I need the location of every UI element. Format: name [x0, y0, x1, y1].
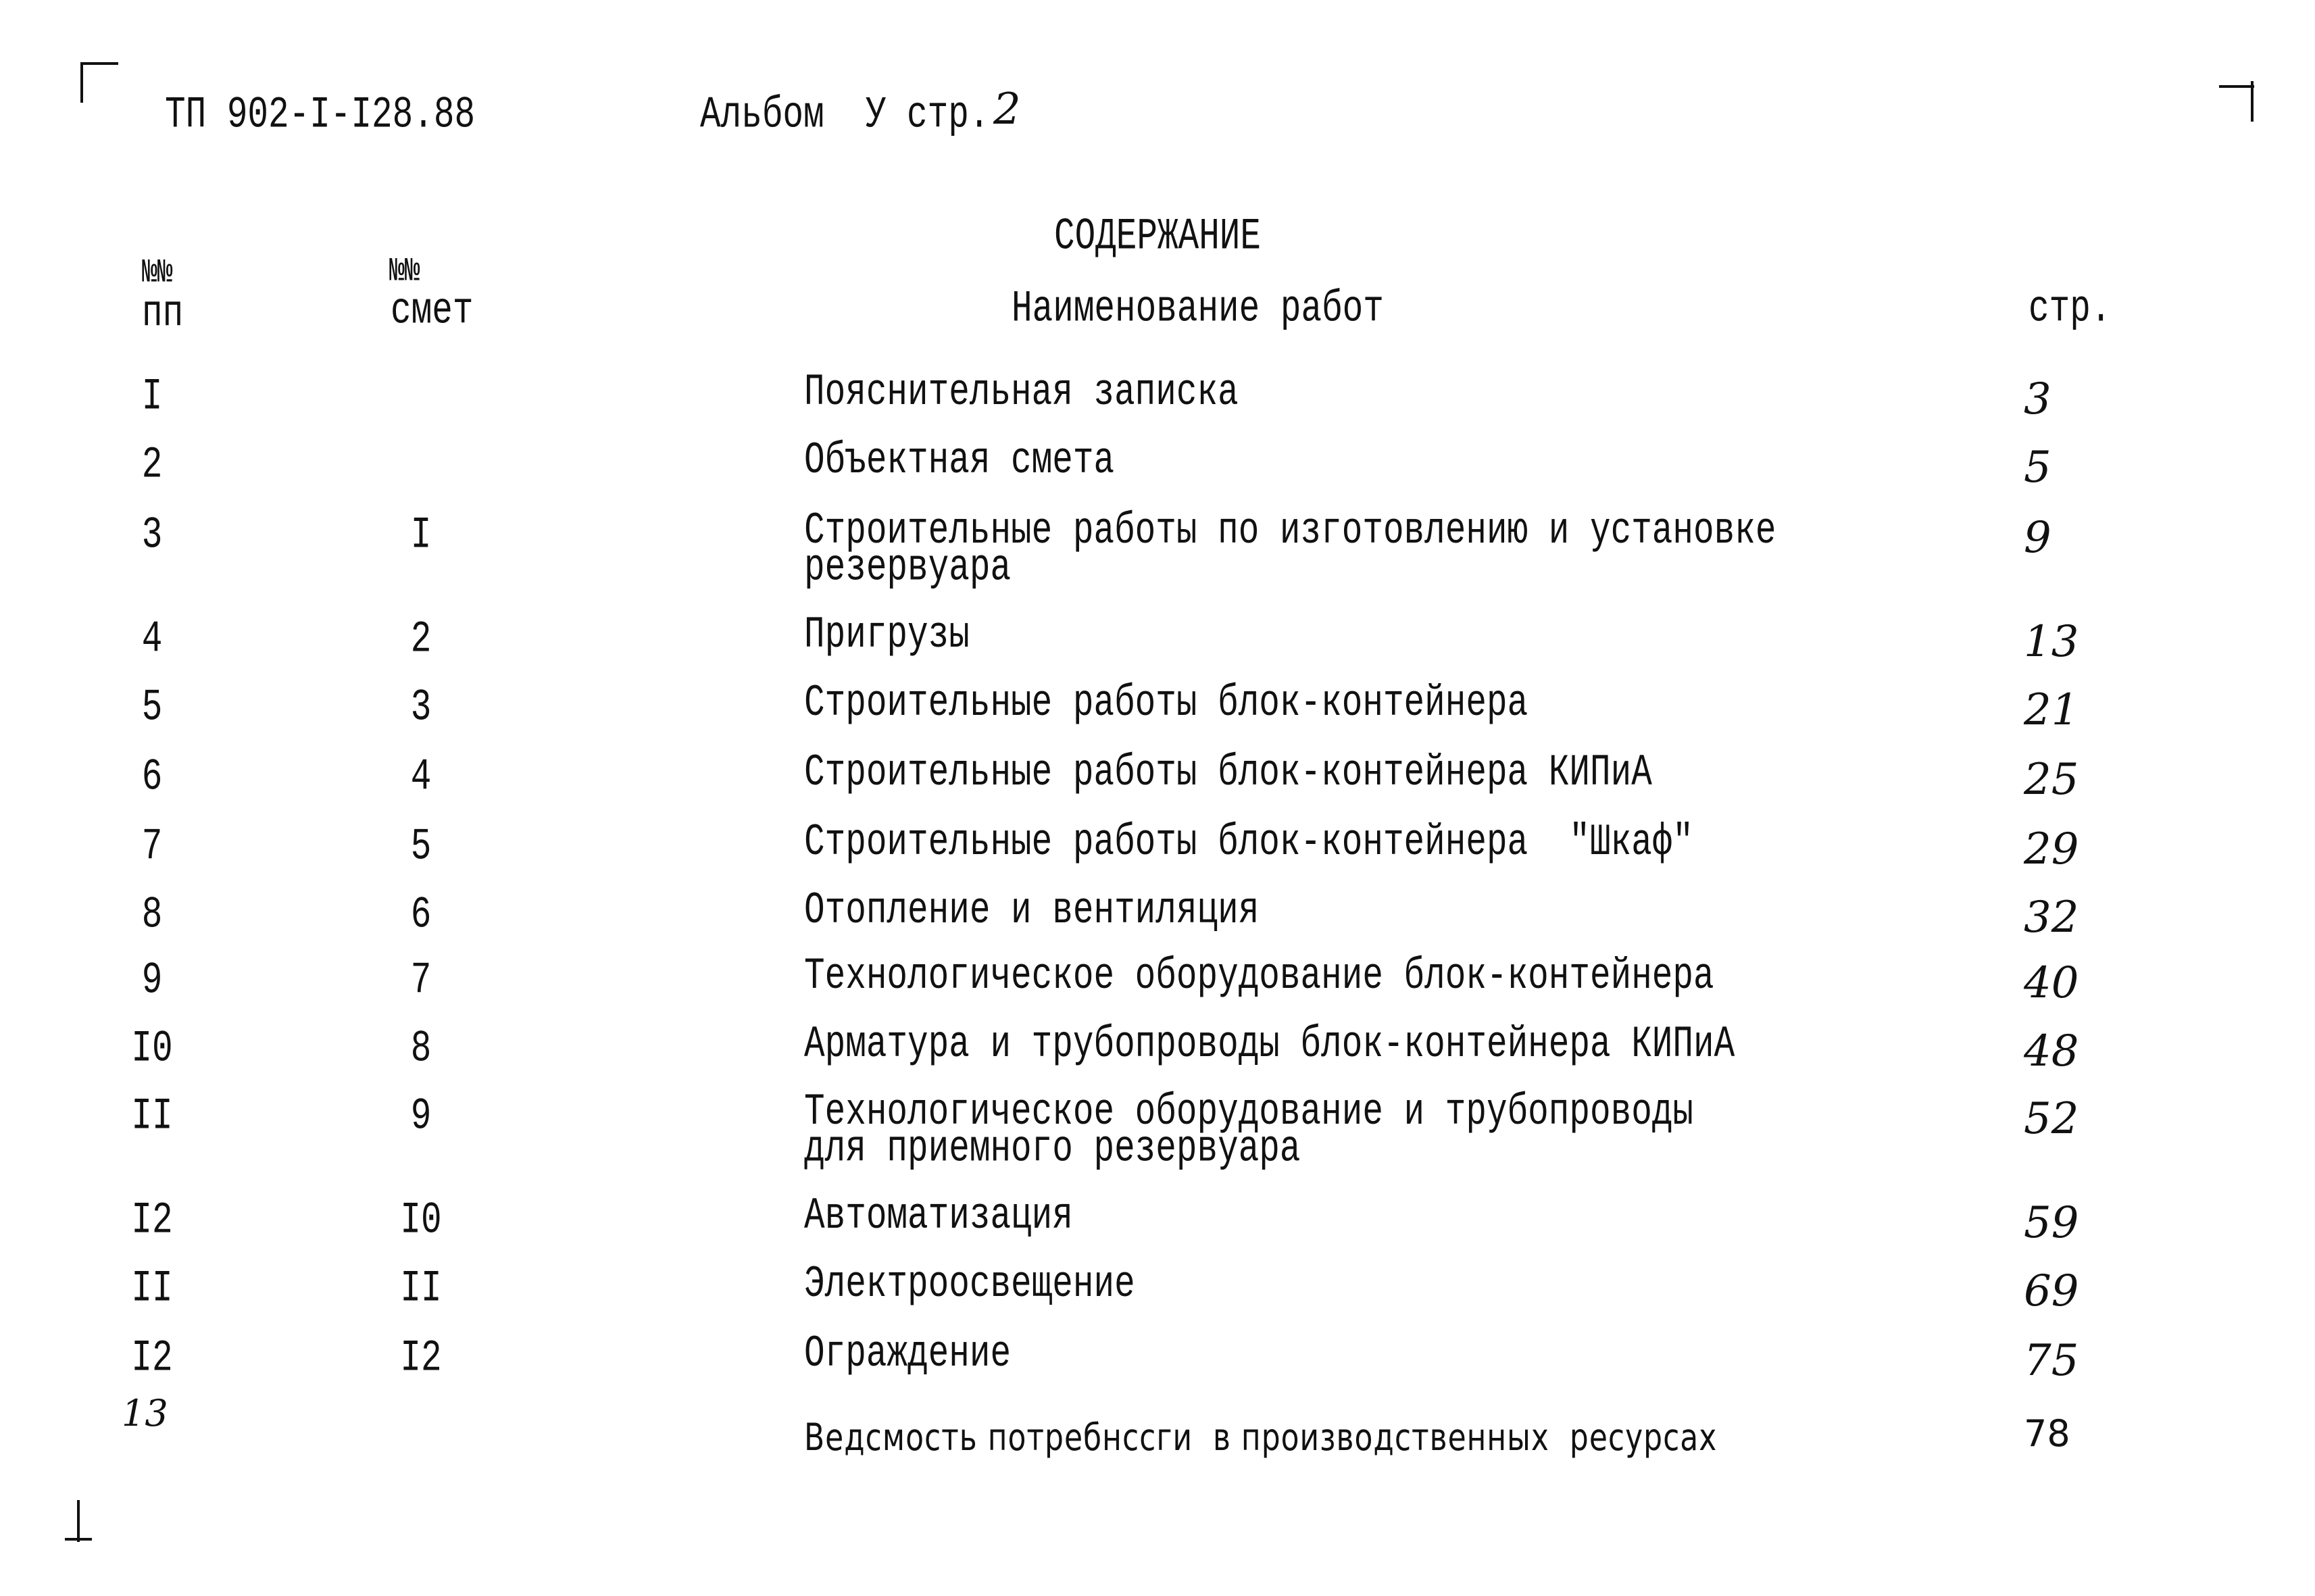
row-number: 8: [141, 891, 163, 941]
row-name: Арматура и трубопроводы блок-контейнера КИПиА: [804, 1020, 1735, 1070]
row-page: 78: [2024, 1412, 2070, 1455]
row-estimate: 3: [410, 683, 432, 734]
row-name: Строительные работы блок-контейнера КИПиА: [804, 748, 1652, 799]
row-page: 40: [2024, 958, 2079, 1008]
row-number: 3: [141, 511, 163, 562]
row-number: 7: [141, 822, 163, 873]
row-number: II: [131, 1092, 173, 1143]
album-label: Альбом У стр.: [700, 91, 990, 141]
row-name: Электроосвещение: [804, 1260, 1135, 1310]
row-number: I0: [131, 1024, 173, 1075]
column-estimate-top: №№: [389, 253, 420, 291]
row-number: I: [141, 372, 163, 423]
corner-mark-top-right-h: [2219, 85, 2254, 88]
row-page: 32: [2024, 893, 2079, 943]
row-page: 52: [2024, 1094, 2079, 1144]
row-page: 3: [2024, 374, 2051, 424]
row-estimate: 5: [410, 822, 432, 873]
row-estimate: 7: [410, 956, 432, 1007]
column-name: Наименование работ: [1012, 284, 1384, 335]
row-name: Ведсмость потребнссги в производственных ресурсах: [804, 1416, 1718, 1460]
row-name: Пригрузы: [804, 610, 970, 661]
corner-mark-bottom-left-h: [65, 1538, 92, 1541]
row-estimate: 2: [410, 615, 432, 666]
corner-mark-top-left-h: [80, 62, 118, 65]
row-number: 13: [122, 1392, 168, 1435]
row-number: I2: [131, 1196, 173, 1247]
row-number: 4: [141, 615, 163, 666]
row-page: 25: [2024, 755, 2079, 805]
row-name: Объектная смета: [804, 436, 1115, 487]
row-name: Строительные работы блок-контейнера "Шкаф": [804, 818, 1694, 868]
page-number-handwritten: 2: [993, 84, 1021, 134]
row-page: 9: [2024, 513, 2051, 563]
row-number: I2: [131, 1334, 173, 1385]
column-num-bottom: пп: [142, 289, 184, 340]
row-number: 5: [141, 683, 163, 734]
row-estimate: II: [400, 1264, 442, 1315]
column-estimate-bottom: смет: [391, 286, 474, 337]
row-number: II: [131, 1264, 173, 1315]
column-num-top: №№: [142, 254, 173, 292]
row-name: Пояснительная записка: [804, 368, 1239, 418]
row-estimate: I0: [400, 1196, 442, 1247]
page-title: СОДЕРЖАНИЕ: [1053, 212, 1262, 263]
row-estimate: 9: [410, 1092, 432, 1143]
row-page: 59: [2024, 1198, 2079, 1248]
row-number: 9: [141, 956, 163, 1007]
row-name: Строительные работы по изготовлению и установке резервуара: [804, 506, 1776, 594]
row-page: 69: [2024, 1266, 2079, 1316]
column-page: стр.: [2028, 284, 2112, 335]
row-estimate: I: [410, 511, 432, 562]
row-number: 2: [141, 441, 163, 491]
row-name: Отопление и вентиляция: [804, 886, 1260, 937]
row-number: 6: [141, 753, 163, 803]
row-estimate: I2: [400, 1334, 442, 1385]
document-code: ТП 902-I-I28.88: [165, 91, 476, 141]
row-name: Строительные работы блок-контейнера: [804, 678, 1528, 729]
row-estimate: 4: [410, 753, 432, 803]
row-page: 29: [2024, 824, 2079, 874]
row-estimate: 6: [410, 891, 432, 941]
row-name: Технологическое оборудование блок-контейнера: [804, 951, 1714, 1002]
corner-mark-bottom-left: [77, 1500, 80, 1542]
row-page: 5: [2024, 443, 2051, 493]
row-name: Технологическое оборудование и трубопроводы для приемного резервуара: [804, 1087, 1694, 1175]
row-name: Ограждение: [804, 1329, 1012, 1380]
row-page: 21: [2024, 685, 2079, 735]
row-page: 48: [2024, 1026, 2079, 1076]
row-page: 75: [2024, 1336, 2079, 1386]
row-name: Автоматизация: [804, 1191, 1073, 1242]
row-estimate: 8: [410, 1024, 432, 1075]
corner-mark-top-left: [80, 62, 83, 103]
row-page: 13: [2024, 617, 2079, 667]
